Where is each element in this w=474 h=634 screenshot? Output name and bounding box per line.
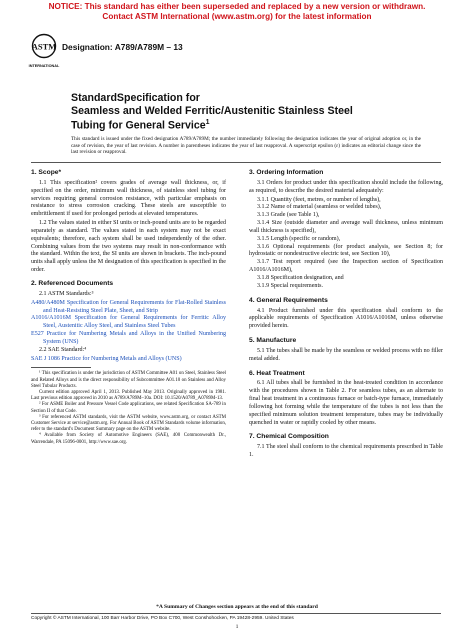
title-line-3: Tubing for General Service$^1$ [71, 119, 210, 132]
footnote-1-edition: Current edition approved April 1, 2013. Published May 2013. Originally approved in 1981. Last previous edition approved in 2010 as A789/A789M–10a. DOI: 10.1520/A0789_A0789M-13. [31, 390, 226, 402]
list-item: 3.1.9 Special requirements. [257, 282, 323, 289]
paragraph-3-1: 3.1 Orders for product under this specification should include the following, as required, to describe the desired material adequately: [249, 179, 443, 194]
footnote-3: ³ For referenced ASTM standards, visit the ASTM website, www.astm.org, or contact ASTM Customer Service at service@astm.org. For Annual Book of ASTM Standards volume information, refer to the standard's Document Summary page on the ASTM website. [31, 414, 226, 433]
notice-line-2: Contact ASTM International (www.astm.org) for the latest information [102, 12, 372, 21]
notice-line-1: NOTICE: This standard has either been superseded and replaced by a new version or withdrawn. [48, 2, 426, 11]
section-heading-heat-treatment: 6. Heat Treatment [249, 369, 305, 377]
paragraph-1-1: 1.1 This specification² covers grades of average wall thickness, or, if specified on the order, minimum wall thickness, of stainless steel tubing for services requiring general corrosion resistance, with particular emphasis on resistance to stress corrosion cracking. These steels are susceptible to embrittlement if used for prolonged periods at elevated temperatures. [31, 179, 226, 218]
issuance-note: This standard is issued under the fixed designation A789/A789M; the number immediately following the designation indicates the year of original adoption or, in the case of revision, the year of last revision. A number in parentheses indicates the year of last reapproval. A superscript epsilon (ε) indicates an editorial change since the last revision or reapproval. [71, 136, 421, 156]
divider [31, 162, 441, 163]
paragraph-2-2: 2.2 SAE Standard:⁴ [39, 346, 87, 353]
paragraph-4-1: 4.1 Product furnished under this specification shall conform to the applicable requirements of Specification A1016/A1016M, unless otherwise provided herein. [249, 307, 443, 330]
paragraph-1-2: 1.2 The values stated in either SI units or inch-pound units are to be regarded separately as standard. The values stated in each system may not be exact equivalents; therefore, each system shall be used independently of the other. Combining values from the two systems may result in non-conformance with the standard. Within the text, the SI units are shown in brackets. The inch-pound units shall apply unless the M designation of this specification is specified in the order. [31, 220, 226, 274]
list-item: 3.1.8 Specification designation, and [257, 274, 344, 281]
right-column [249, 166, 443, 461]
left-column [31, 166, 226, 446]
reference-sae-j1086[interactable]: SAE J 1086 Practice for Numbering Metals and Alloys (UNS) [31, 355, 182, 362]
designation: Designation: A789/A789M – 13 [62, 42, 183, 52]
title-line-1: StandardSpecification for [71, 92, 200, 104]
paragraph-7-1: 7.1 The steel shall conform to the chemical requirements prescribed in Table 1. [249, 444, 443, 459]
list-item: 3.1.3 Grade (see Table 1), [257, 212, 320, 219]
footnote-2: ² For ASME Boiler and Pressure Vessel Code applications, see related Specification SA-789 in Section II of that Code. [31, 402, 226, 414]
notice-banner [0, 2, 474, 22]
footnotes [31, 371, 226, 445]
section-heading-ordering-information: 3. Ordering Information [249, 169, 324, 176]
section-heading-manufacture: 5. Manufacture [249, 337, 297, 345]
reference-a1016[interactable]: A1016/A1016M Specification for General Requirements for Ferritic Alloy Steel, Austenitic Alloy Steel, and Stainless Steel Tubes [31, 315, 226, 330]
section-heading-chemical-composition: 7. Chemical Composition [249, 433, 329, 441]
document-title [71, 92, 401, 132]
section-heading-general-requirements: 4. General Requirements [249, 296, 328, 304]
list-item: 3.1.5 Length (specific or random), [257, 235, 341, 242]
svg-text:INTERNATIONAL: INTERNATIONAL [28, 64, 60, 68]
reference-a480[interactable]: A480/A480M Specification for General Requirements for Flat-Rolled Stainless and Heat-Resisting Steel Plate, Sheet, and Strip [31, 299, 227, 314]
paragraph-2-1: 2.1 ASTM Standards:³ [39, 290, 94, 297]
svg-text:ASTM: ASTM [31, 41, 57, 52]
list-item: 3.1.1 Quantity (feet, metres, or number of lengths), [257, 196, 381, 203]
list-item: 3.1.6 Optional requirements (for product analysis, see Section 8; for hydrostatic or nondestructive electric test, see Section 10), [249, 243, 443, 258]
footnote-divider [31, 367, 91, 368]
title-footnote-mark: 1 [205, 119, 210, 127]
list-item: 3.1.2 Name of material (seamless or welded tubes), [257, 204, 382, 211]
astm-international-logo-icon [28, 33, 60, 73]
paragraph-5-1: 5.1 The tubes shall be made by the seamless or welded process with no filler metal added. [249, 347, 443, 362]
section-heading-scope: 1. Scope* [31, 169, 62, 176]
list-item: 3.1.7 Test report required (see the Inspection section of Specification A1016/A1016M), [249, 259, 443, 274]
list-item: 3.1.4 Size (outside diameter and average wall thickness, unless minimum wall thickness is specified), [249, 220, 443, 234]
reference-e527[interactable]: E527 Practice for Numbering Metals and Alloys in the Unified Numbering System (UNS) [31, 331, 227, 345]
footnote-4: ⁴ Available from Society of Automotive Engineers (SAE), 400 Commonwealth Dr., Warrendale, PA 15096-0001, http://www.sae.org. [31, 433, 226, 445]
footnote-1: ¹ This specification is under the jurisdiction of ASTM Committee A01 on Steel, Stainless Steel and Related Alloys and is the direct responsibility of Subcommittee A01.10 on Stainless and Alloy Steel Tubular Products. [31, 371, 226, 389]
copyright-line: Copyright © ASTM International, 100 Barr Harbor Drive, PO Box C700, West Conshohocken, PA 19428-2959. United States [31, 613, 441, 621]
page-number: 1 [235, 624, 239, 630]
paragraph-6-1: 6.1 All tubes shall be furnished in the heat-treated condition in accordance with the procedures shown in Table 2. For seamless tubes, as an alternate to final heat treatment in a continuous furnace or batch-type furnace, immediately following hot forming while the temperature of the tubes is not less than the specified minimum solution treatment temperature, tubes may be individually quenched in water or rapidly cooled by other means. [249, 380, 443, 426]
section-heading-referenced-documents: 2. Referenced Documents [31, 279, 114, 287]
title-line-2: Seamless and Welded Ferritic/Austenitic Stainless Steel [71, 104, 353, 117]
summary-of-changes-note: *A Summary of Changes section appears at the end of this standard [156, 604, 318, 610]
